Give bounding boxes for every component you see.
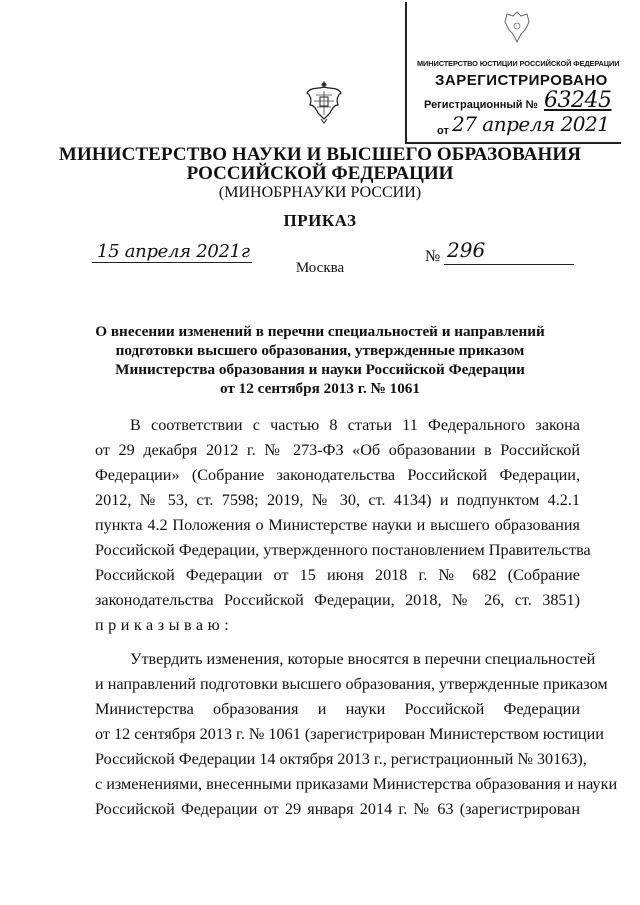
stamp-ministry-name: МИНИСТЕРСТВО ЮСТИЦИИ РОССИЙСКОЙ ФЕДЕРАЦИИ — [417, 59, 620, 68]
document-type: ПРИКАЗ — [283, 211, 357, 230]
stamp-registration-number: 63245 — [544, 88, 612, 113]
body-line: Федерации» (Собрание законодательства Российской Федерации, — [95, 466, 580, 484]
stamp-registered-label: ЗАРЕГИСТРИРОВАНО — [435, 72, 608, 89]
federation-name: РОССИЙСКОЙ ФЕДЕРАЦИИ — [186, 163, 454, 184]
body-line: Утвердить изменения, которые вносятся в перечни специальностей — [130, 650, 596, 668]
body-line: Российской Федерации, утвержденного постановлением Правительства — [95, 541, 591, 559]
body-line: В соответствии с частью 8 статьи 11 Федерального закона — [130, 416, 580, 434]
title-line: от 12 сентября 2013 г. № 1061 — [220, 380, 420, 397]
title-line: подготовки высшего образования, утвержденные приказом — [115, 342, 525, 359]
stamp-emblem-icon — [499, 8, 535, 48]
body-line: с изменениями, внесенными приказами Министерства образования и науки — [95, 775, 618, 793]
body-line: Российской Федерации от 15 июня 2018 г. № 682 (Собрание — [95, 566, 580, 584]
body-line: и направлений подготовки высшего образования, утвержденные приказом — [95, 675, 608, 693]
orders-word: приказываю: — [95, 616, 234, 634]
stamp-from-label: от — [437, 125, 449, 137]
ministry-name: МИНИСТЕРСТВО НАУКИ И ВЫСШЕГО ОБРАЗОВАНИЯ — [58, 144, 582, 165]
body-line: Министерства образования и науки Российской Федерации — [95, 700, 580, 718]
registration-stamp — [405, 2, 621, 144]
order-date: 15 апреля 2021г — [97, 241, 250, 262]
title-line: О внесении изменений в перечни специальностей и направлений — [95, 323, 545, 340]
body-line: законодательства Российской Федерации, 2018, № 26, ст. 3851) — [95, 591, 580, 609]
order-number: 296 — [447, 238, 486, 262]
coat-of-arms-icon — [304, 79, 344, 125]
body-line: от 29 декабря 2012 г. № 273-ФЗ «Об образовании в Российской — [95, 441, 580, 459]
body-line: от 12 сентября 2013 г. № 1061 (зарегистрирован Министерством юстиции — [95, 725, 604, 743]
body-line: Российской Федерации 14 октября 2013 г., регистрационный № 30163), — [95, 750, 587, 768]
order-city: Москва — [295, 260, 345, 276]
ministry-short-name: (МИНОБРНАУКИ РОССИИ) — [218, 184, 422, 201]
body-line: пункта 4.2 Положения о Министерстве науки и высшего образования — [95, 516, 580, 534]
order-number-label: № — [425, 248, 441, 265]
title-line: Министерства образования и науки Российской Федерации — [115, 361, 525, 378]
body-line: 2012, № 53, ст. 7598; 2019, № 30, ст. 4134) и подпунктом 4.2.1 — [95, 491, 580, 509]
stamp-registration-date: 27 апреля 2021 — [452, 112, 610, 136]
body-line: Российской Федерации от 29 января 2014 г. № 63 (зарегистрирован — [95, 800, 580, 818]
stamp-registration-label: Регистрационный № — [424, 99, 538, 111]
